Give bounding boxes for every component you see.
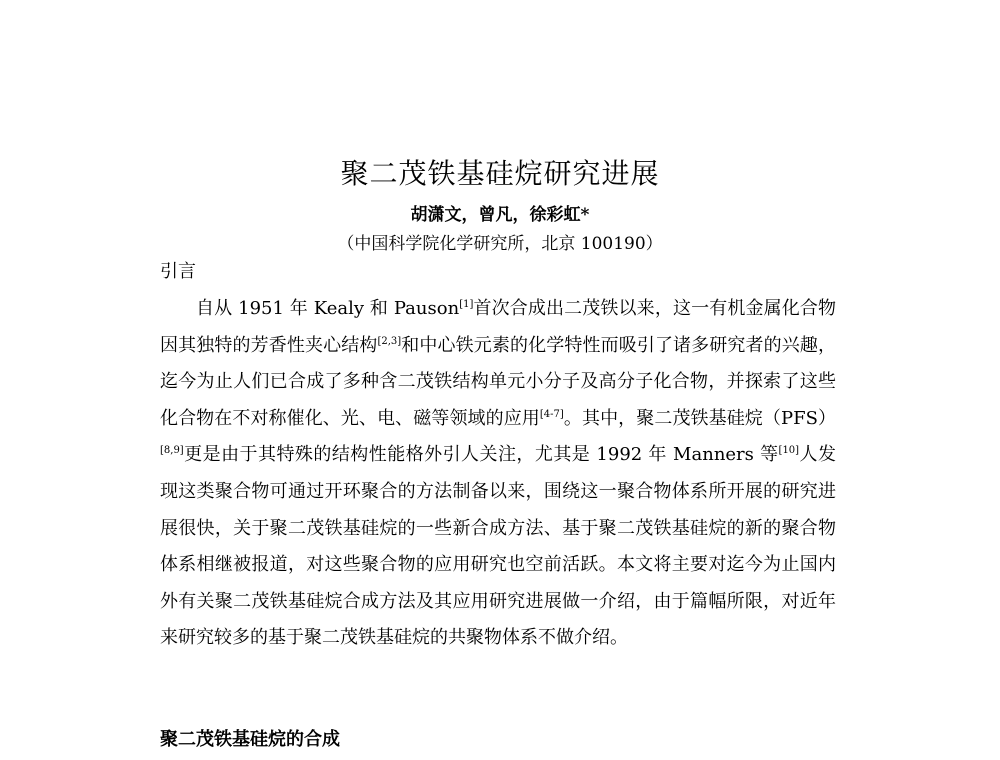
text-run: 更是由于其特殊的结构性能格外引人关注，尤其是 1992 年 Manners 等 — [183, 444, 779, 466]
section-heading-synthesis: 聚二茂铁基硅烷的合成 — [160, 729, 340, 750]
text-run: 。其中，聚二茂铁基硅烷（PFS） — [563, 407, 837, 429]
affiliation: （中国科学院化学研究所，北京 100190） — [337, 234, 663, 254]
citation: [4-7] — [539, 408, 564, 420]
intro-paragraph — [160, 291, 836, 657]
text-run: 人发现这类聚合物可通过开环聚合的方法制备以来，围绕这一聚合物体系所开展的研究进展很快，关于聚二茂铁基硅烷的一些新合成方法、基于聚二茂铁基硅烷的新的聚合物体系相继被报道，对这些聚合物的应用研究也空前活跃。本文将主要对迄今为止国内外有关聚二茂铁基硅烷合成方法及其应用研究进展做一介绍，由于篇幅所限，对近年来研究较多的基于聚二茂铁基硅烷的共聚物体系不做介绍。 — [160, 444, 836, 649]
author-list: 胡潇文，曾凡，徐彩虹* — [410, 205, 590, 225]
citation: [8,9] — [160, 445, 184, 457]
citation: [2,3] — [377, 335, 402, 347]
text-run: 自从 1951 年 Kealy 和 Pauson — [196, 298, 460, 319]
citation: [1] — [459, 299, 474, 310]
citation: [10] — [778, 445, 800, 457]
text-run: 和中心铁元素的化学特性而吸引了诸多研究者的兴趣，迄今为止人们已合成了多种含二茂铁结构单元小分子及高分子化合物，并探索了这些化合物在不对称催化、光、电、磁等领域的应用 — [160, 334, 837, 429]
intro-body — [160, 291, 836, 657]
paper-title: 聚二茂铁基硅烷研究进展 — [340, 157, 660, 190]
section-heading-intro: 引言 — [160, 261, 196, 282]
text-run: 首次合成出二茂铁以来，这一有机金属化合物因其独特的芳香性夹心结构 — [160, 298, 837, 356]
